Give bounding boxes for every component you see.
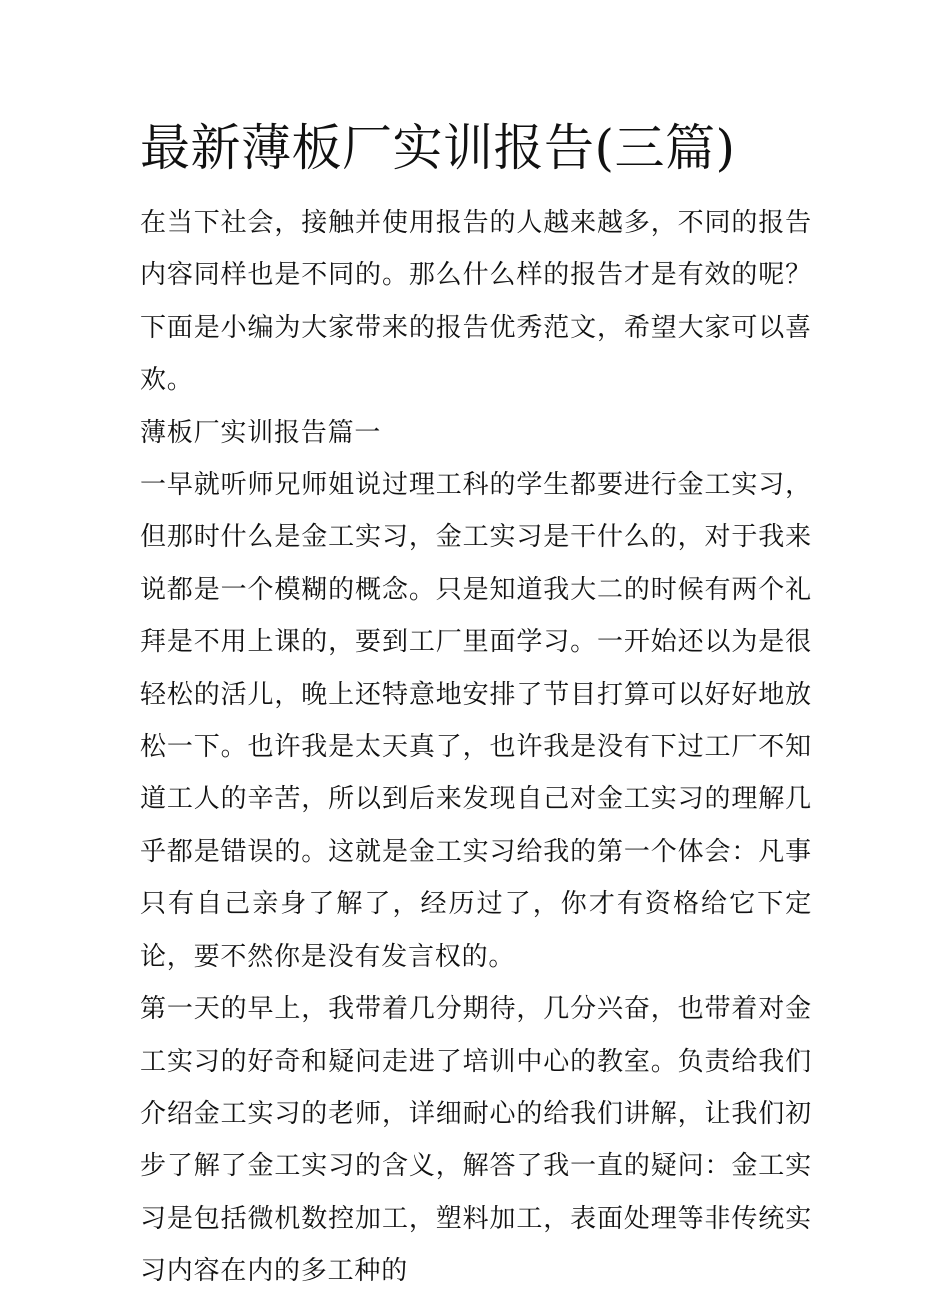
- body-paragraph: 一早就听师兄师姐说过理工科的学生都要进行金工实习，但那时什么是金工实习，金工实习是干什么的，对于我来说都是一个模糊的概念。只是知道我大二的时候有两个礼拜是不用上课的，要到工厂里面学习。一开始还以为是很轻松的活儿，晚上还特意地安排了节目打算可以好好地放松一下。也许我是太天真了，也许我是没有下过工厂不知道工人的辛苦，所以到后来发现自己对金工实习的理解几乎都是错误的。这就是金工实习给我的第一个体会：凡事只有自己亲身了解了，经历过了，你才有资格给它下定论，要不然你是没有发言权的。: [140, 470, 812, 972]
- section-heading: 薄板厂实训报告篇一: [140, 417, 382, 448]
- body-paragraph: 第一天的早上，我带着几分期待，几分兴奋，也带着对金工实习的好奇和疑问走进了培训中心的教室。负责给我们介绍金工实习的老师，详细耐心的给我们讲解，让我们初步了解了金工实习的含义，解答了我一直的疑问：金工实习是包括微机数控加工，塑料加工，表面处理等非传统实习内容在内的多工种的: [140, 994, 812, 1287]
- intro-paragraph: 在当下社会，接触并使用报告的人越来越多，不同的报告内容同样也是不同的。那么什么样的报告才是有效的呢？下面是小编为大家带来的报告优秀范文，希望大家可以喜欢。: [140, 208, 812, 396]
- document-body: [140, 197, 812, 1298]
- document-title: 最新薄板厂实训报告(三篇): [140, 119, 736, 177]
